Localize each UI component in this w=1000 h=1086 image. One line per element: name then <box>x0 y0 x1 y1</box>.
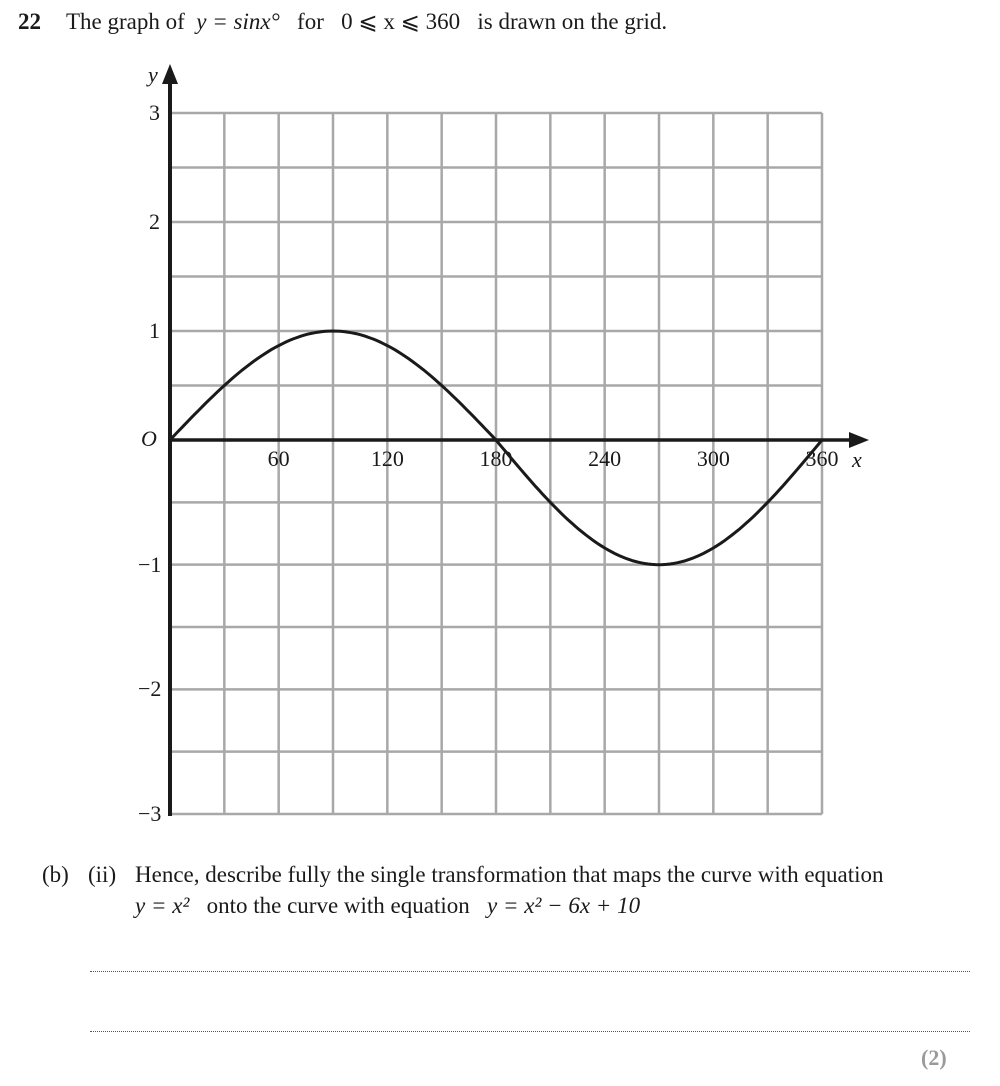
intro-mid: for <box>297 9 324 34</box>
x-tick-label: 360 <box>805 446 839 471</box>
x-tick-label: 300 <box>696 446 730 471</box>
x-axis-arrow-icon <box>849 432 869 448</box>
y-axis-arrow-icon <box>162 64 178 84</box>
y-tick-label: −2 <box>138 676 162 702</box>
part-label-ii: (ii) <box>88 862 117 887</box>
x-tick-label: 180 <box>479 446 513 471</box>
part-question-line2 <box>135 893 640 919</box>
part-label-b: (b) <box>42 862 69 887</box>
equation-transformed: y = x² − 6x + 10 <box>487 893 641 918</box>
intro-equation: y = sinx° <box>196 9 280 34</box>
part-question-line1: Hence, describe fully the single transformation that maps the curve with equation <box>135 862 884 887</box>
axes <box>162 64 869 816</box>
marks-label: (2) <box>921 1045 947 1070</box>
equation-parabola: y = x² <box>135 893 190 918</box>
intro-prefix: The graph of <box>66 9 185 34</box>
x-tick-label: 240 <box>588 446 622 471</box>
x-tick-label: 60 <box>267 446 290 471</box>
line2-mid: onto the curve with equation <box>206 893 470 918</box>
origin-label: O <box>141 426 157 451</box>
question-number: 22 <box>18 9 41 34</box>
y-tick-label: 1 <box>149 318 160 343</box>
y-tick-label: 3 <box>149 100 160 125</box>
intro-range: 0 ⩽ x ⩽ 360 <box>341 9 461 34</box>
answer-line-1[interactable] <box>90 971 970 972</box>
answer-line-2[interactable] <box>90 1031 970 1032</box>
y-tick-label: −3 <box>138 801 162 826</box>
x-axis-label: x <box>852 447 862 472</box>
y-axis-label: y <box>148 62 158 87</box>
x-tick-label: 120 <box>370 446 404 471</box>
y-tick-label: 2 <box>149 209 160 234</box>
intro-suffix: is drawn on the grid. <box>477 9 668 34</box>
y-tick-label: −1 <box>138 551 162 577</box>
